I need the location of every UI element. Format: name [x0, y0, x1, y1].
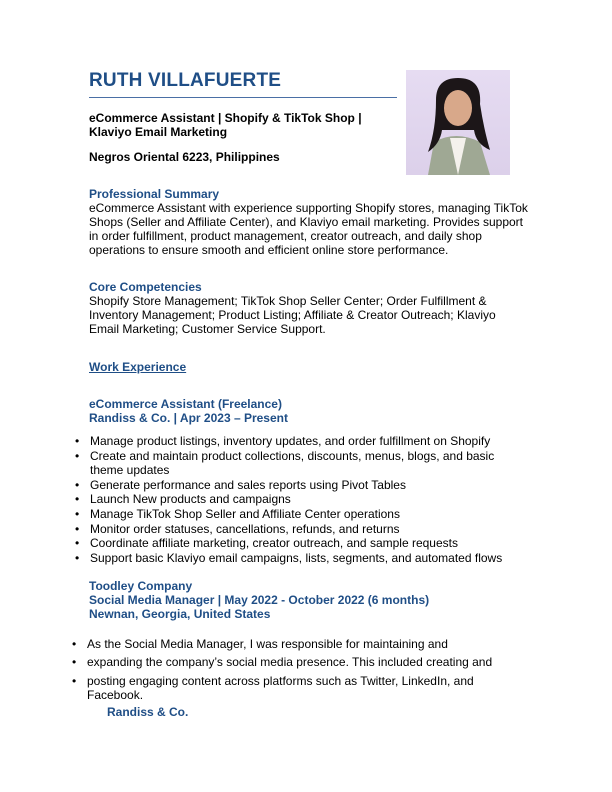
- header-divider: [89, 97, 397, 98]
- profile-photo: [406, 70, 510, 175]
- competencies-heading: Core Competencies: [89, 280, 202, 294]
- job-location: Newnan, Georgia, United States: [89, 607, 271, 621]
- list-item: • Monitor order statuses, cancellations, refunds, and returns: [75, 521, 400, 536]
- candidate-name: RUTH VILLAFUERTE: [89, 70, 282, 91]
- list-item: • Create and maintain product collections, discounts, menus, blogs, and basic theme updates: [75, 448, 495, 478]
- list-item: • Launch New products and campaigns: [75, 492, 291, 507]
- competencies-text: Shopify Store Management; TikTok Shop Seller Center; Order Fulfillment & Inventory Management; Product Listing; Affiliate & Creator Outreach; Klaviyo Email Marketing; Customer Service Support.: [89, 294, 496, 336]
- job-bullets-block: [72, 635, 527, 719]
- list-item: • Support basic Klaviyo email campaigns, lists, segments, and automated flows: [75, 550, 503, 565]
- work-experience-heading: Work Experience: [89, 360, 187, 374]
- summary-heading: Professional Summary: [89, 187, 220, 201]
- list-item: • posting engaging content across platforms such as Twitter, LinkedIn, and Facebook.: [72, 674, 474, 702]
- job-title-dates: Social Media Manager | May 2022 - October 2022 (6 months): [89, 593, 430, 607]
- next-company-name: Randiss & Co.: [107, 705, 189, 719]
- job-company-dates: Randiss & Co. | Apr 2023 – Present: [89, 411, 288, 425]
- job-bullets: [75, 434, 515, 565]
- company-name: Toodley Company: [89, 579, 193, 593]
- job-bullets: [72, 635, 527, 702]
- list-item: • Generate performance and sales reports using Pivot Tables: [75, 477, 406, 492]
- list-item: • expanding the company’s social media presence. This included creating and: [72, 655, 493, 669]
- list-item: • As the Social Media Manager, I was responsible for maintaining and: [72, 637, 448, 651]
- location: Negros Oriental 6223, Philippines: [89, 150, 280, 164]
- headline: eCommerce Assistant | Shopify & TikTok Shop | Klaviyo Email Marketing: [89, 111, 362, 139]
- list-item: • Manage TikTok Shop Seller and Affiliate Center operations: [75, 506, 400, 521]
- list-item: • Manage product listings, inventory updates, and order fulfillment on Shopify: [75, 434, 491, 448]
- list-item: • Coordinate affiliate marketing, creator outreach, and sample requests: [75, 536, 458, 551]
- summary-text: eCommerce Assistant with experience supporting Shopify stores, managing TikTok Shops (Seller and Affiliate Center), and Klaviyo email marketing. Provides support in order fulfillment, product management, creator outreach, and daily shop operations to ensure smooth and efficient online store performance.: [89, 201, 528, 257]
- job-title: eCommerce Assistant (Freelance): [89, 397, 282, 411]
